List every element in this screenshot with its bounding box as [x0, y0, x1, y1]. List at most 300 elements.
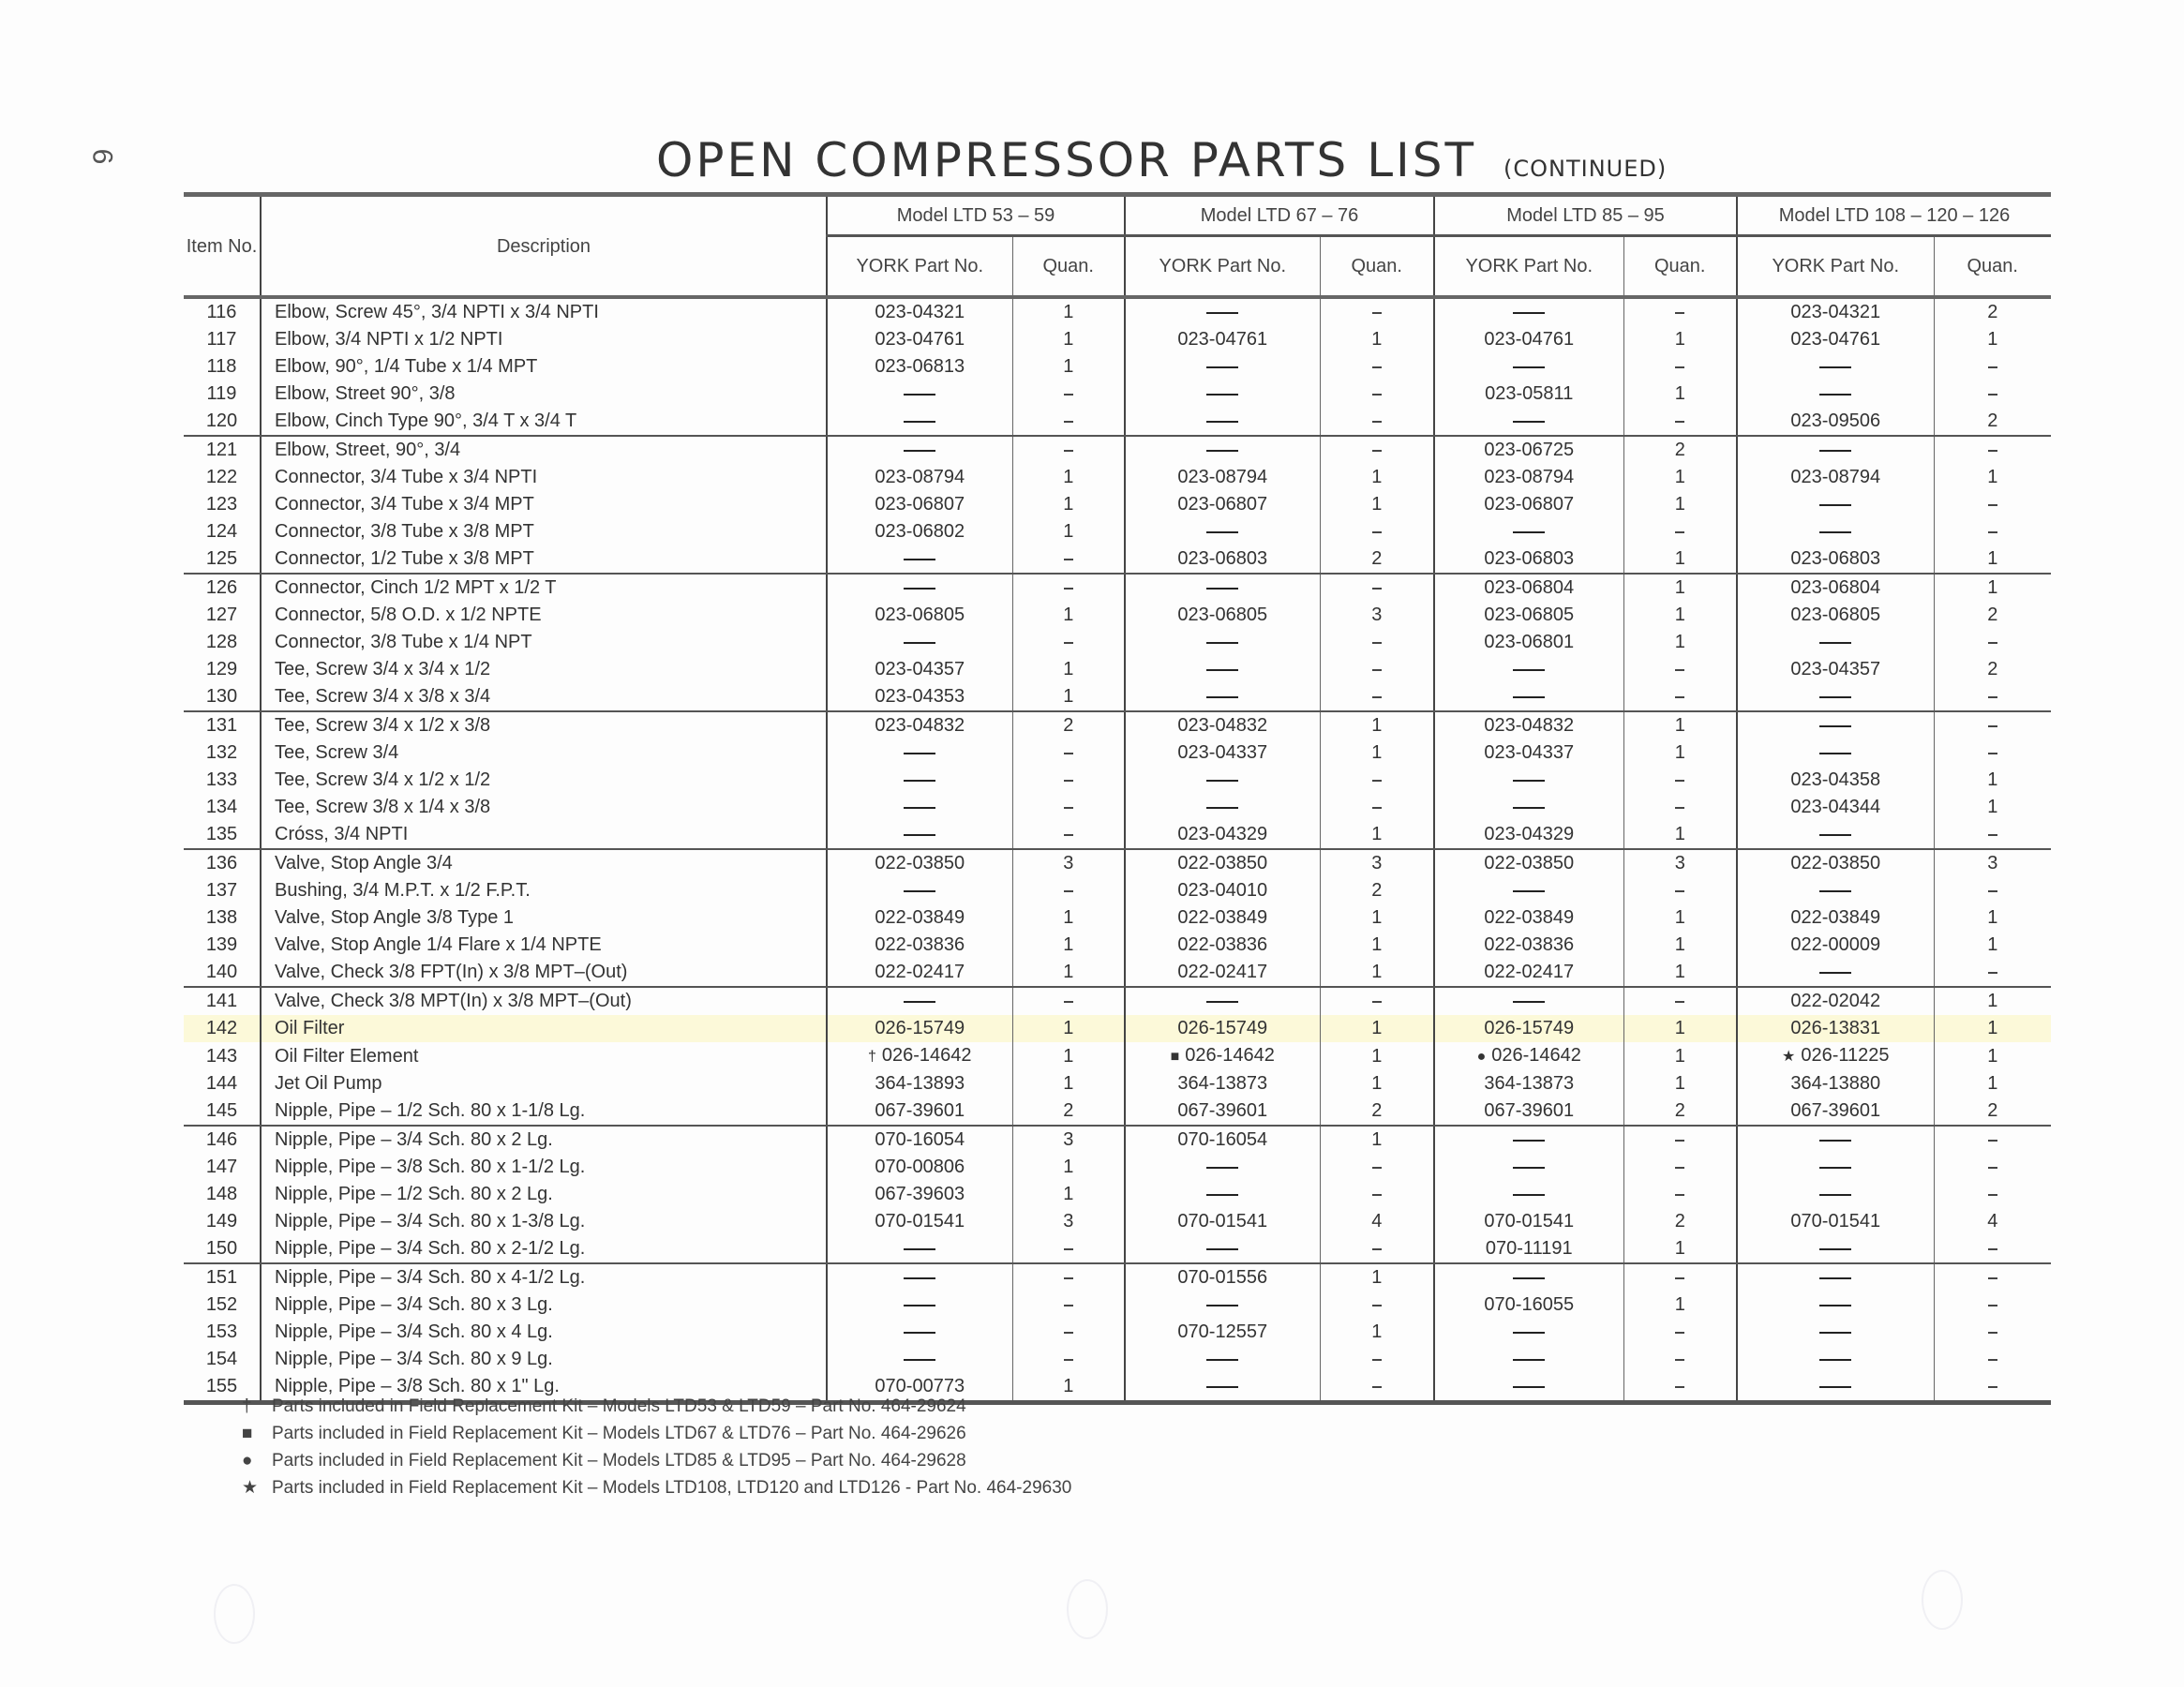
part-number-value: 364-13880: [1790, 1073, 1881, 1094]
item-no: 143: [205, 1045, 238, 1067]
part-number-value: 023-06803: [1790, 548, 1881, 569]
quantity: 2: [1320, 545, 1434, 574]
not-applicable-dash: [1372, 780, 1382, 782]
quantity: 1: [1012, 464, 1125, 491]
quantity: 1: [1623, 545, 1737, 574]
part-number-value: 022-02417: [1177, 962, 1268, 982]
not-applicable-dash: [1988, 1140, 1997, 1142]
item-no: 145: [184, 1097, 261, 1126]
quantity: 1: [1934, 1015, 2051, 1042]
quantity: 2: [1934, 297, 2051, 326]
quantity: 3: [1012, 1208, 1125, 1235]
not-applicable-dash: [1675, 669, 1684, 671]
part-number-value: 023-06803: [1177, 548, 1268, 569]
part-number-value: 023-04010: [1177, 880, 1268, 901]
not-applicable-dash: [1819, 725, 1851, 727]
item-no: 129: [205, 659, 238, 679]
not-applicable-dash: [904, 394, 935, 396]
not-applicable-dash: [1819, 450, 1851, 452]
part-number-value: 023-06807: [1177, 494, 1268, 515]
item-description: Valve, Check 3/8 FPT(In) x 3/8 MPT–(Out): [261, 959, 827, 987]
part-number: [827, 602, 1012, 629]
table-row: [184, 767, 2051, 794]
item-no: 126: [205, 577, 238, 598]
part-number: [1434, 1208, 1623, 1235]
not-applicable-dash: [1206, 1359, 1238, 1361]
quantity: 1: [1320, 904, 1434, 932]
quantity: 1: [1934, 464, 2051, 491]
not-applicable-dash: [904, 1277, 935, 1279]
not-applicable-dash: [1513, 780, 1545, 782]
part-number-value: 022-00009: [1790, 934, 1881, 955]
quantity: [1012, 794, 1125, 821]
quantity: 1: [1623, 739, 1737, 767]
part-number: [1125, 1015, 1320, 1042]
not-applicable-dash: [1988, 753, 1997, 754]
quantity: 1: [1012, 683, 1125, 711]
quantity: 1: [1934, 326, 2051, 353]
not-applicable-dash: [904, 421, 935, 423]
quantity: 1: [1320, 932, 1434, 959]
part-number: [827, 408, 1012, 436]
item-no: 122: [205, 467, 238, 487]
part-number: [1125, 1319, 1320, 1346]
item-no: 127: [205, 605, 238, 625]
item-description: Elbow, 3/4 NPTI x 1/2 NPTI: [261, 326, 827, 353]
part-number: [1434, 1235, 1623, 1263]
quantity: 1: [1320, 491, 1434, 518]
footnote: [242, 1420, 1071, 1447]
part-number-value: 067-39601: [1177, 1100, 1268, 1121]
header-part-no-1: YORK Part No.: [827, 236, 1012, 298]
part-number: [1737, 683, 1934, 711]
item-description: Connector, 3/4 Tube x 3/4 NPTI: [261, 464, 827, 491]
part-number: [1434, 683, 1623, 711]
quantity: 1: [1320, 821, 1434, 849]
table-row: [184, 381, 2051, 408]
part-number: [1434, 1126, 1623, 1154]
quantity: [1320, 656, 1434, 683]
not-applicable-dash: [1675, 1332, 1684, 1334]
part-number: [1434, 1346, 1623, 1373]
table-row: [184, 877, 2051, 904]
not-applicable-dash: [1513, 1140, 1545, 1142]
part-number: [827, 381, 1012, 408]
part-number-value: 023-04761: [875, 329, 965, 350]
not-applicable-dash: [1064, 1277, 1073, 1279]
header-model-4: Model LTD 108 – 120 – 126: [1737, 195, 2051, 236]
not-applicable-dash: [1064, 834, 1073, 836]
not-applicable-dash: [1372, 1359, 1382, 1361]
part-number: [1125, 1208, 1320, 1235]
part-number: [1434, 518, 1623, 545]
part-number: [1434, 1154, 1623, 1181]
quantity: [1623, 987, 1737, 1015]
item-no: 142: [184, 1015, 261, 1042]
part-number-value: 026-15749: [1177, 1018, 1268, 1038]
part-number-value: 023-04761: [1177, 329, 1268, 350]
part-number-value: 364-13873: [1484, 1073, 1575, 1094]
item-no: 138: [205, 907, 238, 928]
part-number-value: 023-06801: [1484, 632, 1575, 652]
item-no: 120: [184, 408, 261, 436]
part-number-value: 070-00773: [875, 1376, 965, 1396]
quantity: [1934, 1346, 2051, 1373]
quantity: 1: [1012, 904, 1125, 932]
part-number: [1125, 1346, 1320, 1373]
part-number: [1125, 491, 1320, 518]
quantity: 1: [1934, 767, 2051, 794]
item-no: 117: [206, 329, 237, 350]
quantity: 1: [1012, 602, 1125, 629]
quantity: 1: [1012, 1070, 1125, 1097]
not-applicable-dash: [1206, 780, 1238, 782]
part-number: [1125, 1126, 1320, 1154]
quantity: [1623, 408, 1737, 436]
part-number: [1125, 794, 1320, 821]
not-applicable-dash: [1675, 807, 1684, 809]
part-number: [1125, 711, 1320, 739]
footnote-mark-icon: †: [242, 1396, 252, 1416]
not-applicable-dash: [1513, 531, 1545, 533]
part-number: [1737, 849, 1934, 877]
part-number-value: 023-06804: [1484, 577, 1575, 598]
item-no: 132: [205, 742, 238, 763]
part-number-value: 070-11191: [1485, 1238, 1573, 1259]
table-row: [184, 1235, 2051, 1263]
not-applicable-dash: [1675, 531, 1684, 533]
part-number: [1125, 1291, 1320, 1319]
quantity: 1: [1623, 932, 1737, 959]
table-row: [184, 1208, 2051, 1235]
item-description: Elbow, Street 90°, 3/8: [261, 381, 827, 408]
not-applicable-dash: [1064, 642, 1073, 644]
not-applicable-dash: [1372, 312, 1382, 314]
header-quan-1: Quan.: [1012, 236, 1125, 298]
quantity: 2: [1012, 711, 1125, 739]
quantity: [1320, 353, 1434, 381]
item-no: 141: [205, 991, 238, 1011]
not-applicable-dash: [1206, 807, 1238, 809]
table-row: [184, 464, 2051, 491]
quantity: [1623, 877, 1737, 904]
quantity: [1012, 1346, 1125, 1373]
part-number: [1434, 656, 1623, 683]
quantity: 1: [1623, 711, 1737, 739]
not-applicable-dash: [1988, 1386, 1997, 1388]
item-no: 124: [205, 521, 238, 542]
part-number: [1434, 326, 1623, 353]
part-number: [1737, 1208, 1934, 1235]
not-applicable-dash: [1372, 588, 1382, 590]
binder-hole-left: [214, 1584, 255, 1644]
item-description: Tee, Screw 3/4 x 3/4 x 1/2: [261, 656, 827, 683]
part-number: [1434, 877, 1623, 904]
not-applicable-dash: [904, 890, 935, 892]
part-number: [1434, 353, 1623, 381]
not-applicable-dash: [1206, 669, 1238, 671]
part-number: [1737, 794, 1934, 821]
item-no: 119: [206, 383, 237, 404]
part-number: [1737, 821, 1934, 849]
part-number-value: 023-04321: [875, 302, 965, 322]
table-row: [184, 545, 2051, 574]
part-number: [827, 518, 1012, 545]
part-number: [1434, 959, 1623, 987]
quantity: 1: [1012, 1181, 1125, 1208]
quantity: 1: [1623, 326, 1737, 353]
part-number: [827, 656, 1012, 683]
part-number-value: 067-39601: [875, 1100, 965, 1121]
quantity: [1320, 381, 1434, 408]
not-applicable-dash: [1819, 642, 1851, 644]
part-number-value: 023-04337: [1177, 742, 1268, 763]
part-number: [1125, 464, 1320, 491]
part-number: [1125, 1263, 1320, 1291]
part-number: [1125, 1154, 1320, 1181]
quantity: [1934, 959, 2051, 987]
not-applicable-dash: [904, 588, 935, 590]
part-number: [1434, 629, 1623, 656]
quantity: 2: [1623, 1097, 1737, 1126]
item-description: Nipple, Pipe – 1/2 Sch. 80 x 2 Lg.: [261, 1181, 827, 1208]
quantity: [1320, 574, 1434, 602]
part-number: [1125, 545, 1320, 574]
not-applicable-dash: [904, 1305, 935, 1306]
part-number: [1125, 326, 1320, 353]
item-description: Tee, Screw 3/4 x 3/8 x 3/4: [261, 683, 827, 711]
part-number-value: 023-06725: [1484, 440, 1575, 460]
not-applicable-dash: [1988, 1305, 1997, 1306]
not-applicable-dash: [1513, 807, 1545, 809]
quantity: 2: [1623, 436, 1737, 464]
quantity: 1: [1012, 326, 1125, 353]
not-applicable-dash: [904, 807, 935, 809]
part-number: [1434, 1263, 1623, 1291]
part-number: [827, 877, 1012, 904]
not-applicable-dash: [1819, 531, 1851, 533]
part-number: [827, 1181, 1012, 1208]
quantity: [1934, 1126, 2051, 1154]
quantity: [1320, 629, 1434, 656]
quantity: [1320, 767, 1434, 794]
part-number-value: 070-16054: [1177, 1129, 1268, 1150]
item-description: Nipple, Pipe – 3/4 Sch. 80 x 3 Lg.: [261, 1291, 827, 1319]
not-applicable-dash: [1513, 1386, 1545, 1388]
part-number: [827, 1097, 1012, 1126]
quantity: [1012, 1291, 1125, 1319]
header-model-2: Model LTD 67 – 76: [1125, 195, 1434, 236]
not-applicable-dash: [1819, 834, 1851, 836]
table-row: [184, 518, 2051, 545]
item-no: 150: [184, 1235, 261, 1263]
item-no: 153: [205, 1321, 238, 1342]
part-number: [1434, 464, 1623, 491]
part-number: [1434, 1181, 1623, 1208]
not-applicable-dash: [1675, 1359, 1684, 1361]
not-applicable-dash: [1206, 588, 1238, 590]
not-applicable-dash: [1206, 1386, 1238, 1388]
part-number-value: 070-01556: [1177, 1267, 1268, 1288]
quantity: 1: [1012, 353, 1125, 381]
table-row: [184, 987, 2051, 1015]
item-description: Nipple, Pipe – 1/2 Sch. 80 x 1-1/8 Lg.: [261, 1097, 827, 1126]
table-row: [184, 1126, 2051, 1154]
part-number-value: 023-06805: [1484, 605, 1575, 625]
quantity: 1: [1320, 326, 1434, 353]
part-number-value: 023-08794: [875, 467, 965, 487]
not-applicable-dash: [904, 1332, 935, 1334]
part-number-value: 022-03850: [1484, 853, 1575, 873]
quantity: [1012, 1235, 1125, 1263]
part-number: [1737, 381, 1934, 408]
quantity: 1: [1320, 711, 1434, 739]
not-applicable-dash: [1988, 642, 1997, 644]
header-quan-2: Quan.: [1320, 236, 1434, 298]
part-number: [1125, 849, 1320, 877]
item-no: 131: [205, 715, 238, 736]
quantity: 1: [1012, 959, 1125, 987]
table-row: [184, 794, 2051, 821]
title-text: OPEN COMPRESSOR PARTS LIST: [656, 133, 1477, 187]
part-number: [827, 739, 1012, 767]
item-no: 133: [205, 769, 238, 790]
not-applicable-dash: [1064, 1332, 1073, 1334]
not-applicable-dash: [1819, 1248, 1851, 1250]
footnote: [242, 1447, 1071, 1474]
part-number-value: 023-04329: [1484, 824, 1575, 844]
item-description: Nipple, Pipe – 3/4 Sch. 80 x 2-1/2 Lg.: [261, 1235, 827, 1263]
quantity: 1: [1320, 1015, 1434, 1042]
quantity: [1623, 1373, 1737, 1403]
quantity: 1: [1934, 932, 2051, 959]
part-number-value: 022-03836: [1177, 934, 1268, 955]
quantity: 4: [1320, 1208, 1434, 1235]
item-no: 152: [205, 1294, 238, 1315]
quantity: [1934, 491, 2051, 518]
item-description: Valve, Stop Angle 3/8 Type 1: [261, 904, 827, 932]
not-applicable-dash: [1819, 1277, 1851, 1279]
part-number: [1125, 1097, 1320, 1126]
quantity: [1320, 518, 1434, 545]
table-row: [184, 1181, 2051, 1208]
quantity: 1: [1012, 491, 1125, 518]
not-applicable-dash: [1206, 1305, 1238, 1306]
part-number: [1737, 987, 1934, 1015]
item-no: 123: [205, 494, 238, 515]
part-number: [1434, 767, 1623, 794]
kit-mark-icon: ★: [1781, 1049, 1796, 1065]
not-applicable-dash: [1372, 1386, 1382, 1388]
quantity: [1320, 683, 1434, 711]
item-description: Nipple, Pipe – 3/4 Sch. 80 x 1-3/8 Lg.: [261, 1208, 827, 1235]
table-row: [184, 849, 2051, 877]
not-applicable-dash: [1988, 1167, 1997, 1169]
table-row: [184, 821, 2051, 849]
not-applicable-dash: [1206, 1167, 1238, 1169]
item-description: Tee, Screw 3/4: [261, 739, 827, 767]
title-suffix: (CONTINUED): [1503, 156, 1668, 182]
item-no: 135: [184, 821, 261, 849]
not-applicable-dash: [1206, 1001, 1238, 1003]
quantity: [1934, 1181, 2051, 1208]
quantity: 1: [1012, 297, 1125, 326]
table-row: [184, 436, 2051, 464]
part-number: [1125, 1042, 1320, 1070]
item-no: 149: [205, 1211, 238, 1232]
part-number-value: 022-03850: [1790, 853, 1881, 873]
part-number: [1434, 408, 1623, 436]
not-applicable-dash: [1675, 1194, 1684, 1196]
part-number: [1737, 1042, 1934, 1070]
part-number: [1737, 1291, 1934, 1319]
not-applicable-dash: [1819, 1140, 1851, 1142]
quantity: 1: [1623, 381, 1737, 408]
part-number: [1737, 1070, 1934, 1097]
not-applicable-dash: [1372, 366, 1382, 368]
quantity: 1: [1623, 1070, 1737, 1097]
quantity: [1623, 1154, 1737, 1181]
footnote-text: Parts included in Field Replacement Kit – Models LTD67 & LTD76 – Part No. 464-29626: [272, 1424, 966, 1443]
not-applicable-dash: [1206, 366, 1238, 368]
not-applicable-dash: [1819, 1386, 1851, 1388]
quantity: [1623, 683, 1737, 711]
quantity: 1: [1012, 1373, 1125, 1403]
item-no: 130: [184, 683, 261, 711]
item-description: Connector, 3/8 Tube x 3/8 MPT: [261, 518, 827, 545]
quantity: [1012, 821, 1125, 849]
part-number: [1125, 1373, 1320, 1403]
quantity: [1012, 767, 1125, 794]
part-number-value: 022-03849: [1790, 907, 1881, 928]
part-number-value: 022-03849: [1484, 907, 1575, 928]
part-number: [1125, 904, 1320, 932]
quantity: 1: [1934, 1070, 2051, 1097]
not-applicable-dash: [1064, 1001, 1073, 1003]
quantity: 1: [1934, 904, 2051, 932]
item-no: 154: [205, 1349, 238, 1369]
quantity: 2: [1934, 602, 2051, 629]
part-number: [1125, 821, 1320, 849]
not-applicable-dash: [1513, 696, 1545, 698]
quantity: [1012, 1263, 1125, 1291]
item-description: Nipple, Pipe – 3/4 Sch. 80 x 4 Lg.: [261, 1319, 827, 1346]
quantity: 1: [1623, 821, 1737, 849]
kit-mark-icon: ■: [1170, 1049, 1180, 1065]
quantity: 3: [1012, 849, 1125, 877]
quantity: [1623, 1263, 1737, 1291]
part-number: [1125, 959, 1320, 987]
table-row: [184, 353, 2051, 381]
part-number-value: 022-03850: [1177, 853, 1268, 873]
part-number: [1434, 1042, 1623, 1070]
part-number: [827, 574, 1012, 602]
quantity: 2: [1320, 1097, 1434, 1126]
part-number: [1737, 1235, 1934, 1263]
part-number-value: 023-06807: [1484, 494, 1575, 515]
part-number: [1737, 1346, 1934, 1373]
part-number-value: 026-11225: [1801, 1045, 1890, 1066]
quantity: [1623, 353, 1737, 381]
part-number: [1434, 491, 1623, 518]
quantity: 1: [1934, 794, 2051, 821]
part-number: [1125, 739, 1320, 767]
part-number-value: 022-02042: [1790, 991, 1881, 1011]
quantity: 3: [1320, 849, 1434, 877]
header-quan-4: Quan.: [1934, 236, 2051, 298]
quantity: [1320, 1235, 1434, 1263]
part-number-value: 067-39601: [1790, 1100, 1881, 1121]
